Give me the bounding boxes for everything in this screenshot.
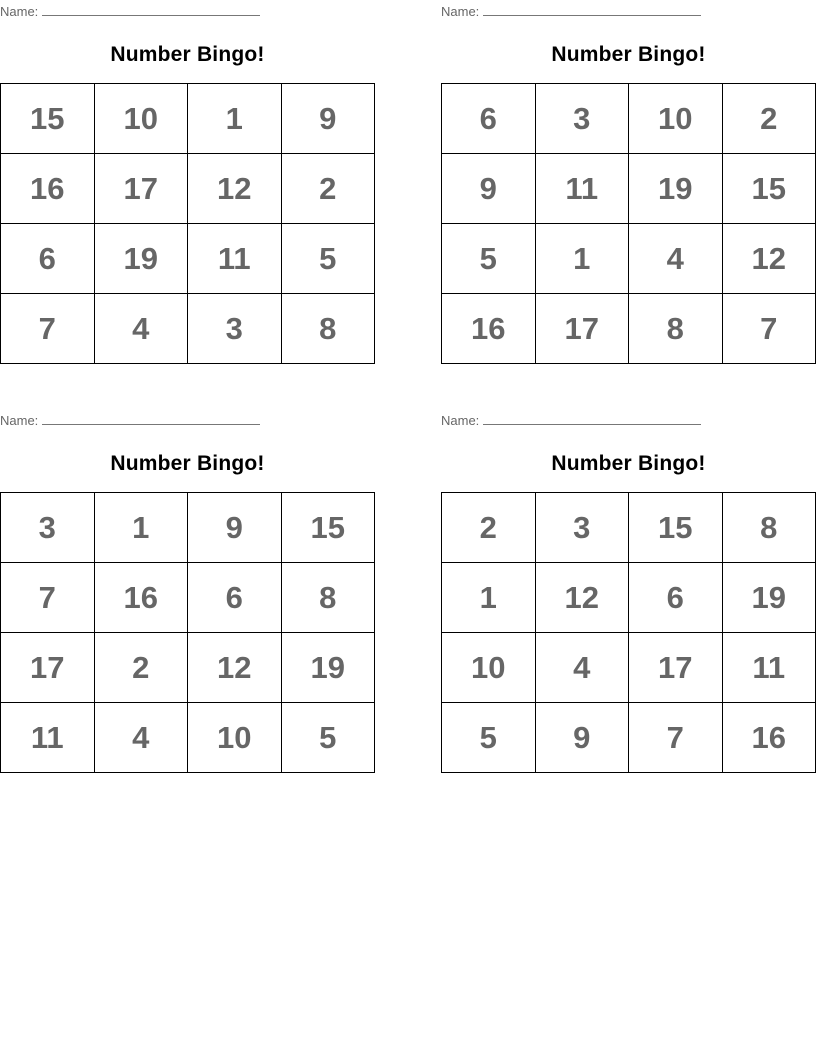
name-field[interactable] [441,3,701,20]
grid-row [1,224,375,294]
grid-row [442,294,816,364]
bingo-cell[interactable]: 8 [629,294,723,364]
grid-row [442,633,816,703]
name-field[interactable] [0,3,260,20]
bingo-cell[interactable]: 12 [188,154,282,224]
bingo-cell[interactable]: 11 [535,154,629,224]
bingo-cell[interactable]: 3 [1,493,95,563]
bingo-cell[interactable]: 19 [629,154,723,224]
bingo-cell[interactable]: 17 [629,633,723,703]
bingo-cell[interactable]: 4 [94,703,188,773]
bingo-cell[interactable]: 8 [722,493,816,563]
bingo-grid [441,83,816,364]
bingo-cell[interactable]: 11 [1,703,95,773]
bingo-cell[interactable]: 5 [281,224,375,294]
name-blank-line[interactable] [42,3,260,16]
bingo-cell[interactable]: 15 [281,493,375,563]
bingo-cell[interactable]: 15 [629,493,723,563]
name-blank-line[interactable] [42,412,260,425]
bingo-grid [0,83,375,364]
card-title: Number Bingo! [551,43,706,66]
bingo-cell[interactable]: 3 [535,84,629,154]
name-blank-line[interactable] [483,3,701,16]
grid-row [1,563,375,633]
bingo-cell[interactable]: 11 [188,224,282,294]
bingo-cell[interactable]: 1 [442,563,536,633]
bingo-cell[interactable]: 8 [281,294,375,364]
bingo-cell[interactable]: 19 [722,563,816,633]
bingo-cell[interactable]: 17 [1,633,95,703]
grid-row [442,563,816,633]
grid-row [442,493,816,563]
bingo-cell[interactable]: 6 [629,563,723,633]
bingo-cell[interactable]: 7 [629,703,723,773]
bingo-cell[interactable]: 3 [188,294,282,364]
bingo-cell[interactable]: 5 [442,703,536,773]
bingo-cell[interactable]: 6 [1,224,95,294]
bingo-grid [0,492,375,773]
bingo-cell[interactable]: 10 [629,84,723,154]
card-title: Number Bingo! [110,452,265,475]
name-label: Name: [0,413,39,428]
bingo-cell[interactable]: 10 [442,633,536,703]
grid-row [442,154,816,224]
bingo-cell[interactable]: 12 [722,224,816,294]
bingo-cell[interactable]: 19 [94,224,188,294]
bingo-cell[interactable]: 7 [1,294,95,364]
name-label: Name: [441,413,480,428]
bingo-cell[interactable]: 12 [188,633,282,703]
bingo-grid [441,492,816,773]
bingo-cell[interactable]: 9 [442,154,536,224]
bingo-cell[interactable]: 2 [442,493,536,563]
bingo-cell[interactable]: 6 [188,563,282,633]
grid-row [442,224,816,294]
bingo-cell[interactable]: 3 [535,493,629,563]
bingo-cell[interactable]: 10 [188,703,282,773]
bingo-cell[interactable]: 17 [535,294,629,364]
bingo-cell[interactable]: 2 [94,633,188,703]
bingo-cell[interactable]: 1 [535,224,629,294]
grid-row [1,633,375,703]
bingo-cell[interactable]: 10 [94,84,188,154]
bingo-cell[interactable]: 15 [722,154,816,224]
bingo-cell[interactable]: 2 [281,154,375,224]
bingo-cell[interactable]: 19 [281,633,375,703]
bingo-cell[interactable]: 7 [1,563,95,633]
bingo-cell[interactable]: 5 [442,224,536,294]
bingo-cell[interactable]: 11 [722,633,816,703]
name-field[interactable] [0,412,260,429]
bingo-cell[interactable]: 7 [722,294,816,364]
bingo-cell[interactable]: 5 [281,703,375,773]
bingo-cell[interactable]: 9 [535,703,629,773]
bingo-cell[interactable]: 4 [535,633,629,703]
bingo-cell[interactable]: 9 [281,84,375,154]
grid-row [1,84,375,154]
card-title: Number Bingo! [551,452,706,475]
grid-row [1,294,375,364]
bingo-cell[interactable]: 16 [722,703,816,773]
bingo-cell[interactable]: 16 [94,563,188,633]
grid-row [442,703,816,773]
bingo-cell[interactable]: 16 [1,154,95,224]
bingo-cell[interactable]: 1 [94,493,188,563]
name-blank-line[interactable] [483,412,701,425]
bingo-cell[interactable]: 4 [94,294,188,364]
grid-row [1,154,375,224]
bingo-cell[interactable]: 8 [281,563,375,633]
grid-row [442,84,816,154]
bingo-cell[interactable]: 15 [1,84,95,154]
card-title: Number Bingo! [110,43,265,66]
bingo-cell[interactable]: 16 [442,294,536,364]
bingo-cell[interactable]: 4 [629,224,723,294]
bingo-cell[interactable]: 17 [94,154,188,224]
bingo-cell[interactable]: 2 [722,84,816,154]
bingo-cell[interactable]: 6 [442,84,536,154]
name-field[interactable] [441,412,701,429]
grid-row [1,703,375,773]
bingo-cell[interactable]: 12 [535,563,629,633]
grid-row [1,493,375,563]
bingo-cell[interactable]: 9 [188,493,282,563]
name-label: Name: [441,4,480,19]
name-label: Name: [0,4,39,19]
bingo-cell[interactable]: 1 [188,84,282,154]
